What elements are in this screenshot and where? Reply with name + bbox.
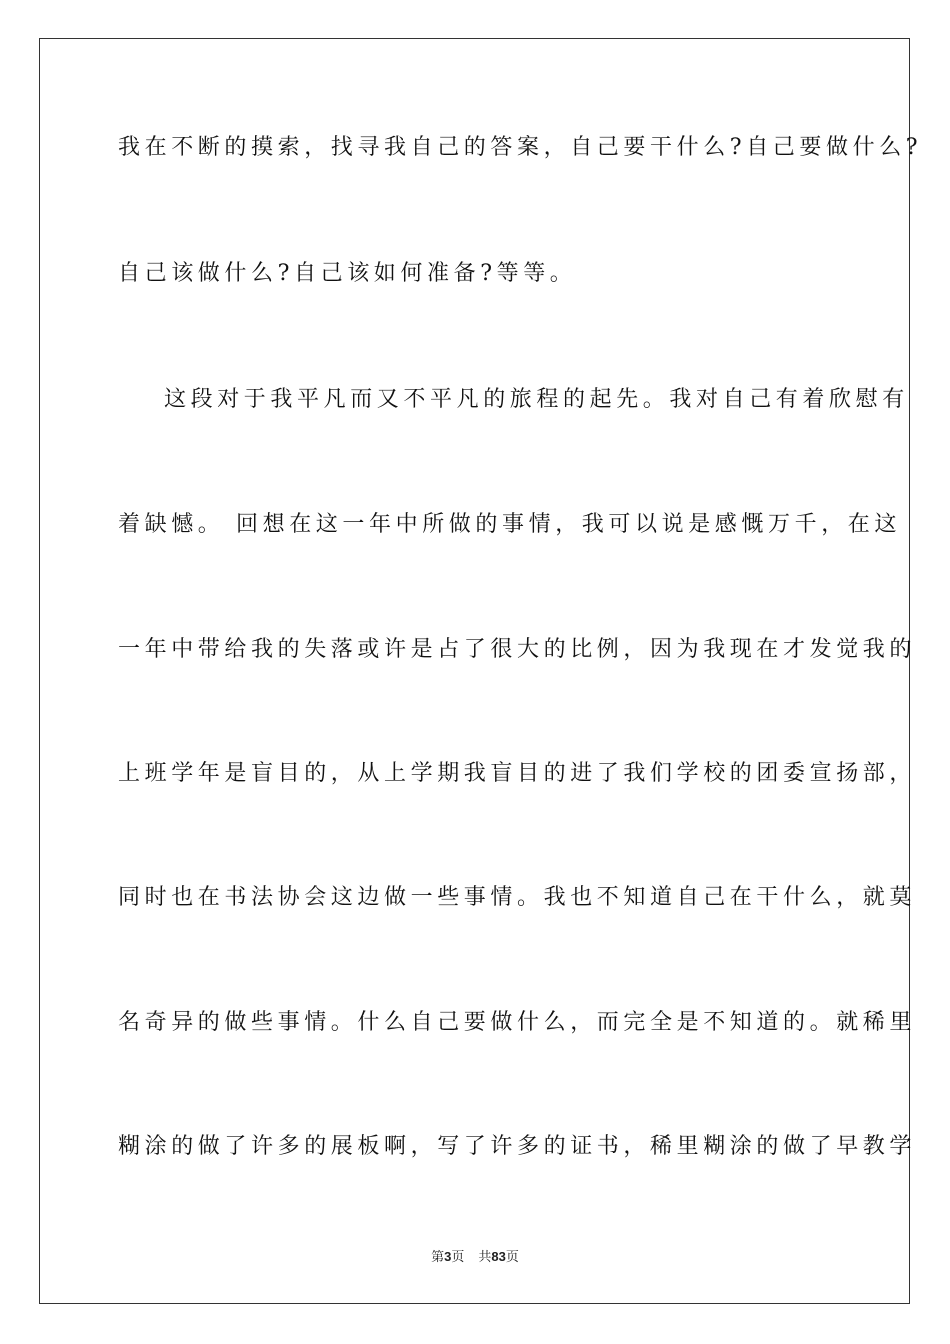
text-line-5: 一年中带给我的失落或许是占了很大的比例，因为我现在才发觉我的 xyxy=(118,637,917,662)
text-line-1: 我在不断的摸索，找寻我自己的答案，自己要干什么?自己要做什么? xyxy=(118,135,923,160)
text-line-4: 着缺憾。 回想在这一年中所做的事情，我可以说是感慨万千，在这 xyxy=(118,512,901,537)
text-line-6: 上班学年是盲目的，从上学期我盲目的进了我们学校的团委宣扬部， xyxy=(118,761,917,786)
page-number: 3 xyxy=(444,1249,452,1264)
page-border xyxy=(39,38,923,1304)
total-suffix: 页 xyxy=(505,1250,519,1265)
text-line-7: 同时也在书法协会这边做一些事情。我也不知道自己在干什么，就莫 xyxy=(118,885,917,910)
page-suffix: 页 xyxy=(451,1250,465,1265)
total-pages: 83 xyxy=(491,1249,506,1264)
total-prefix: 共 xyxy=(478,1250,492,1265)
text-line-8: 名奇异的做些事情。什么自己要做什么，而完全是不知道的。就稀里 xyxy=(118,1010,917,1035)
page-prefix: 第 xyxy=(431,1250,445,1265)
text-line-9: 糊涂的做了许多的展板啊，写了许多的证书，稀里糊涂的做了早教学 xyxy=(118,1134,917,1159)
text-line-3: 这段对于我平凡而又不平凡的旅程的起先。我对自己有着欣慰有 xyxy=(164,387,909,412)
text-line-2: 自己该做什么?自己该如何准备?等等。 xyxy=(118,261,577,286)
page-footer xyxy=(0,1248,950,1267)
